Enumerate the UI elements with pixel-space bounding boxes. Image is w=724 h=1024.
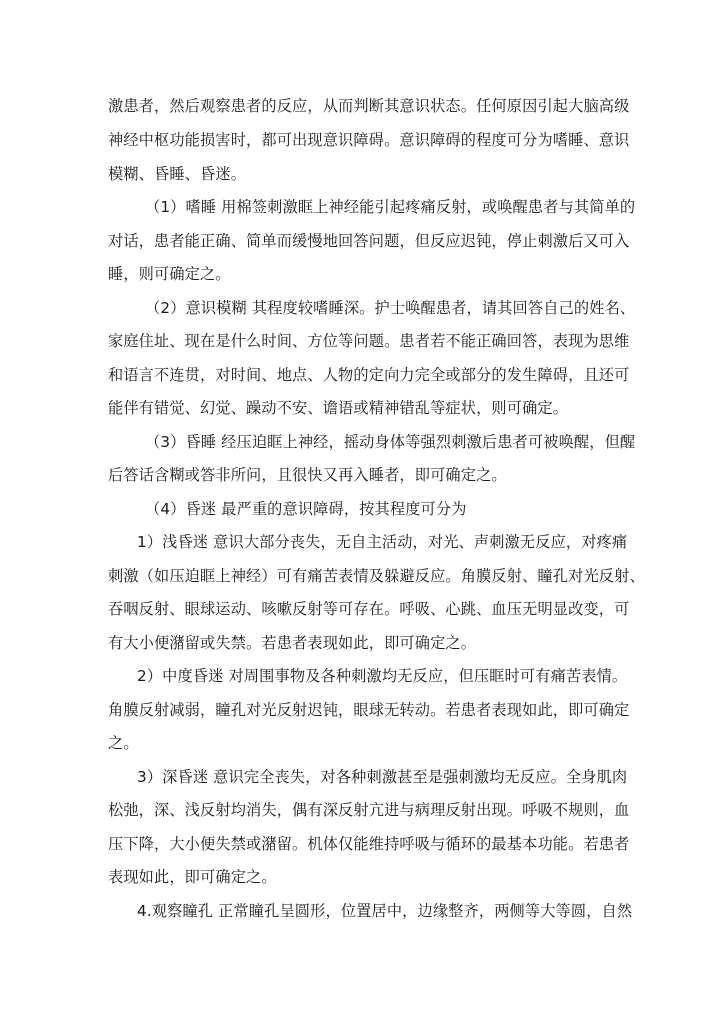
text-line: 吞咽反射、眼球运动、咳嗽反射等可存在。呼吸、心跳、血压无明显改变，可 [108,600,630,618]
text-line: 松弛，深、浅反射均消失，偶有深反射亢进与病理反射出现。呼吸不规则，血 [108,801,630,819]
text-line: 对话，患者能正确、简单而缓慢地回答问题，但反应迟钝，停止刺激后又可入 [108,232,630,250]
text-line: 3）深昏迷 意识完全丧失，对各种刺激甚至是强刺激均无反应。全身肌肉 [137,768,628,786]
text-line: （2）意识模糊 其程度较嗜睡深。护士唤醒患者，请其回答自己的姓名、 [145,299,636,317]
text-line: 有大小便潴留或失禁。若患者表现如此，即可确定之。 [108,634,477,652]
text-line: 家庭住址、现在是什么时间、方位等问题。患者若不能正确回答，表现为思维 [108,332,630,350]
text-line: 后答话含糊或答非所问，且很快又再入睡者，即可确定之。 [108,466,507,484]
text-line: 模糊、昏睡、昏迷。 [108,165,247,183]
text-line: 表现如此，即可确定之。 [108,868,277,886]
text-line: 4.观察瞳孔 正常瞳孔呈圆形，位置居中，边缘整齐，两侧等大等圆，自然 [137,902,633,920]
text-line: 压下降，大小便失禁或潴留。机体仅能维持呼吸与循环的最基本功能。若患者 [108,835,630,853]
text-line: 和语言不连贯，对时间、地点、人物的定向力完全或部分的发生障碍，且还可 [108,366,630,384]
text-line: 角膜反射减弱，瞳孔对光反射迟钝，眼球无转动。若患者表现如此，即可确定 [108,701,630,719]
text-line: 刺激（如压迫眶上神经）可有痛苦表情及躲避反应。角膜反射、瞳孔对光反射、 [108,567,645,585]
text-line: 1）浅昏迷 意识大部分丧失，无自主活动，对光、声刺激无反应，对疼痛 [137,533,628,551]
text-line: （4）昏迷 最严重的意识障碍，按其程度可分为 [145,500,467,518]
text-line: 睡，则可确定之。 [108,265,231,283]
text-line: （1）嗜睡 用棉签刺激眶上神经能引起疼痛反射，或唤醒患者与其简单的 [145,198,636,216]
text-line: 能伴有错觉、幻觉、躁动不安、谵语或精神错乱等症状，则可确定。 [108,399,569,417]
text-line: （3）昏睡 经压迫眶上神经，摇动身体等强烈刺激后患者可被唤醒，但醒 [145,433,636,451]
text-line: 神经中枢功能损害时，都可出现意识障碍。意识障碍的程度可分为嗜睡、意识 [108,131,630,149]
text-line: 之。 [108,734,139,752]
text-line: 激患者，然后观察患者的反应，从而判断其意识状态。任何原因引起大脑高级 [108,97,630,115]
text-line: 2）中度昏迷 对周围事物及各种刺激均无反应，但压眶时可有痛苦表情。 [137,667,628,685]
